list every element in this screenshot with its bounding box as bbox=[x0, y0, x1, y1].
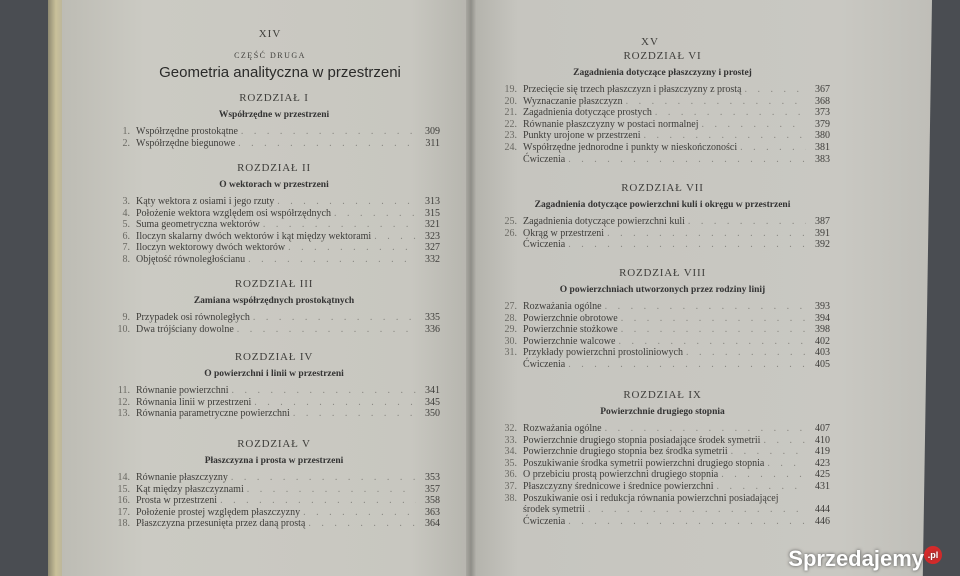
chapter-block bbox=[495, 389, 830, 527]
entry-number: 10. bbox=[117, 323, 130, 335]
dot-leader bbox=[290, 408, 416, 420]
entry-number: 17. bbox=[117, 506, 130, 518]
entry-number: 21. bbox=[504, 107, 517, 119]
entry-number: 18. bbox=[117, 518, 130, 530]
entry-title: Powierzchnie drugiego stopnia posiadające środek symetrii bbox=[523, 434, 761, 446]
dot-leader bbox=[604, 228, 806, 240]
entry-page: 364 bbox=[425, 518, 440, 530]
entry-page: 323 bbox=[425, 230, 440, 242]
chapter-heading: ROZDZIAŁ VI bbox=[623, 50, 702, 62]
entry-number: 29. bbox=[504, 324, 517, 336]
entry-number: 5. bbox=[122, 219, 130, 231]
chapter-heading: ROZDZIAŁ II bbox=[237, 162, 311, 174]
entry-page: 446 bbox=[815, 515, 830, 527]
entry-title: Położenie prostej względem płaszczyzny bbox=[136, 506, 301, 518]
entry-number: 28. bbox=[504, 312, 517, 324]
entry-number: 9. bbox=[122, 312, 130, 323]
entry-number: 30. bbox=[504, 335, 517, 347]
chapter-subtitle: Zamiana współrzędnych prostokątnych bbox=[193, 296, 355, 306]
chapter-block bbox=[108, 162, 440, 266]
chapter-subtitle: O wektorach w przestrzeni bbox=[219, 180, 329, 190]
entry-page: 431 bbox=[815, 480, 830, 492]
toc-entry bbox=[108, 312, 440, 324]
dot-leader bbox=[235, 138, 416, 150]
toc-entry bbox=[108, 507, 440, 519]
entry-number bbox=[495, 516, 523, 528]
dot-leader bbox=[228, 472, 416, 484]
toc-entry bbox=[495, 96, 830, 108]
entry-number: 34. bbox=[504, 446, 517, 458]
entry-number: 1. bbox=[122, 126, 130, 137]
entry-number: 4. bbox=[122, 207, 130, 219]
dot-leader bbox=[640, 130, 806, 142]
part-label: CZĘŚĆ DRUGA bbox=[234, 51, 306, 60]
entry-page: 391 bbox=[815, 227, 830, 239]
entry-page: 335 bbox=[425, 312, 440, 323]
entry-number bbox=[495, 359, 523, 371]
toc-entry bbox=[495, 435, 830, 447]
dot-leader bbox=[565, 239, 806, 251]
chapter-subtitle: Powierzchnie drugiego stopnia bbox=[600, 407, 725, 417]
entry-title: Rozważania ogólne bbox=[523, 423, 602, 434]
watermark-text: Sprzedajemy bbox=[788, 546, 924, 571]
entry-title: Równanie płaszczyzny w postaci normalnej bbox=[523, 118, 699, 130]
toc-entry bbox=[495, 458, 830, 470]
toc-entry bbox=[495, 142, 830, 154]
entry-page: 379 bbox=[815, 118, 830, 130]
entry-page: 350 bbox=[425, 408, 440, 420]
entry-page: 336 bbox=[425, 323, 440, 335]
entry-title: Punkty urojone w przestrzeni bbox=[523, 130, 641, 142]
chapter-heading: ROZDZIAŁ IV bbox=[234, 351, 314, 363]
entry-number: 13. bbox=[117, 408, 130, 420]
entry-title: Równanie płaszczyzny bbox=[136, 472, 228, 483]
entry-number: 8. bbox=[122, 253, 130, 265]
entry-title: Równania parametryczne powierzchni bbox=[136, 408, 290, 420]
chapter-subtitle: O powierzchniach utworzonych przez rodziny linij bbox=[559, 285, 766, 295]
entry-title: Objętość równoległościanu bbox=[136, 253, 246, 265]
entry-number: 12. bbox=[117, 396, 130, 408]
toc-entry bbox=[108, 196, 440, 208]
entry-title: Prosta w przestrzeni bbox=[136, 495, 218, 507]
dot-leader bbox=[300, 507, 416, 519]
entry-page: 410 bbox=[815, 434, 830, 446]
chapter-heading: ROZDZIAŁ VII bbox=[621, 182, 704, 194]
toc-entry bbox=[495, 336, 830, 348]
entry-title: Przypadek osi równoległych bbox=[136, 312, 250, 323]
entry-number: 32. bbox=[504, 423, 517, 434]
entry-number: 6. bbox=[122, 230, 130, 242]
entry-title: Ćwiczenia bbox=[523, 153, 566, 165]
toc-entry bbox=[495, 359, 830, 371]
watermark-logo bbox=[788, 546, 942, 572]
chapter-block bbox=[108, 278, 440, 335]
entry-title: Dwa trójściany dowolne bbox=[136, 323, 234, 335]
entry-number: 37. bbox=[504, 480, 517, 492]
entry-page: 313 bbox=[425, 196, 440, 207]
entry-number: 16. bbox=[117, 495, 130, 507]
entry-page: 358 bbox=[425, 495, 440, 507]
toc-entry bbox=[108, 219, 440, 231]
chapter-subtitle: Zagadnienia dotyczące płaszczyzny i prostej bbox=[573, 68, 752, 78]
entry-title: Współrzędne jednorodne i punkty w nieskończoności bbox=[523, 141, 738, 153]
toc-entry bbox=[495, 107, 830, 119]
entry-page: 341 bbox=[425, 385, 440, 396]
chapter-block bbox=[108, 438, 440, 530]
entry-title: Położenie wektora względem osi współrzędnych bbox=[136, 207, 331, 219]
dot-leader bbox=[585, 504, 806, 516]
entry-title: Powierzchnie drugiego stopnia bez środka symetrii bbox=[523, 446, 728, 458]
entry-page: 367 bbox=[815, 84, 830, 95]
chapter-block bbox=[495, 50, 830, 165]
dot-leader bbox=[618, 313, 806, 325]
toc-entry bbox=[108, 208, 440, 220]
entry-page: 321 bbox=[425, 219, 440, 231]
entry-page: 405 bbox=[815, 358, 830, 370]
entry-number: 22. bbox=[504, 118, 517, 130]
entry-title: Przecięcie się trzech płaszczyzn i płaszczyzny z prostą bbox=[523, 84, 742, 95]
entry-number: 11. bbox=[117, 385, 130, 396]
chapter-subtitle: O powierzchni i linii w przestrzeni bbox=[204, 369, 344, 379]
entry-title: Iloczyn wektorowy dwóch wektorów bbox=[136, 242, 286, 254]
entry-page: 387 bbox=[815, 216, 830, 227]
toc-entry bbox=[108, 484, 440, 496]
toc-entry bbox=[495, 84, 830, 96]
entry-page: 394 bbox=[815, 312, 830, 324]
entry-page: 419 bbox=[815, 446, 830, 458]
dot-leader bbox=[760, 435, 806, 447]
entry-page: 407 bbox=[815, 423, 830, 434]
entry-number: 20. bbox=[504, 95, 517, 107]
dot-leader bbox=[251, 397, 416, 409]
toc-entry bbox=[495, 119, 830, 131]
dot-leader bbox=[285, 242, 416, 254]
entry-title: Równanie powierzchni bbox=[136, 385, 229, 396]
entry-number: 19. bbox=[504, 84, 517, 95]
entry-number: 38. bbox=[504, 492, 517, 504]
entry-page: 444 bbox=[815, 504, 830, 516]
dot-leader bbox=[742, 84, 807, 96]
entry-title: Równania linii w przestrzeni bbox=[136, 396, 252, 408]
toc-entry bbox=[495, 130, 830, 142]
dot-leader bbox=[234, 324, 416, 336]
toc-entry bbox=[495, 446, 830, 458]
dot-leader bbox=[565, 359, 806, 371]
entry-title: Przykłady powierzchni prostoliniowych bbox=[523, 347, 683, 359]
toc-entry bbox=[495, 301, 830, 313]
entry-title: Płaszczyzny średnicowe i średnice powierzchni bbox=[523, 480, 714, 492]
entry-number: 27. bbox=[504, 301, 517, 312]
toc-entry bbox=[495, 216, 830, 228]
chapter-heading: ROZDZIAŁ IX bbox=[623, 389, 702, 401]
entry-title: Ćwiczenia bbox=[523, 515, 566, 527]
chapter-block bbox=[108, 92, 440, 149]
entry-page: 373 bbox=[815, 107, 830, 119]
toc-entry bbox=[108, 385, 440, 397]
toc-entry bbox=[108, 495, 440, 507]
entry-page: 380 bbox=[815, 130, 830, 142]
toc-entry bbox=[495, 154, 830, 166]
entry-page: 381 bbox=[815, 141, 830, 153]
entry-page: 315 bbox=[425, 207, 440, 219]
dot-leader bbox=[602, 301, 806, 313]
dot-leader bbox=[737, 142, 806, 154]
entry-number: 23. bbox=[504, 130, 517, 142]
watermark-suffix: .pl bbox=[924, 546, 942, 564]
entry-title: Poszukiwanie środka symetrii powierzchni drugiego stopnia bbox=[523, 457, 765, 469]
entry-title: Kąty wektora z osiami i jego rzuty bbox=[136, 196, 275, 207]
toc-entry bbox=[495, 324, 830, 336]
entry-number: 3. bbox=[122, 196, 130, 207]
dot-leader bbox=[331, 208, 416, 220]
section-title: Geometria analityczna w przestrzeni bbox=[159, 64, 401, 81]
entry-page: 368 bbox=[815, 95, 830, 107]
dot-leader bbox=[228, 385, 416, 397]
entry-page: 357 bbox=[425, 483, 440, 495]
entry-page: 392 bbox=[815, 239, 830, 251]
dot-leader bbox=[683, 347, 806, 359]
toc-entry bbox=[495, 228, 830, 240]
entry-title: Powierzchnie stożkowe bbox=[523, 324, 618, 336]
toc-entry bbox=[495, 481, 830, 493]
entry-page: 402 bbox=[815, 335, 830, 347]
dot-leader bbox=[238, 126, 416, 138]
entry-number: 33. bbox=[504, 434, 517, 446]
dot-leader bbox=[244, 484, 416, 496]
toc-entry bbox=[108, 242, 440, 254]
dot-leader bbox=[764, 458, 806, 470]
chapter-heading: ROZDZIAŁ I bbox=[239, 92, 309, 104]
toc-entry bbox=[495, 469, 830, 481]
entry-title: Ćwiczenia bbox=[523, 239, 566, 251]
entry-title: Powierzchnie obrotowe bbox=[523, 312, 618, 324]
entry-page: 353 bbox=[425, 472, 440, 483]
entry-page: 398 bbox=[815, 324, 830, 336]
entry-title: Poszukiwanie osi i redukcja równania powierzchni posiadającej bbox=[523, 492, 779, 504]
toc-entry bbox=[108, 397, 440, 409]
entry-number bbox=[495, 239, 523, 251]
entry-page: 345 bbox=[425, 396, 440, 408]
dot-leader bbox=[274, 196, 416, 208]
dot-leader bbox=[652, 107, 806, 119]
chapter-heading: ROZDZIAŁ V bbox=[237, 438, 311, 450]
chapter-subtitle: Współrzędne w przestrzeni bbox=[218, 110, 330, 120]
toc-entry bbox=[108, 126, 440, 138]
entry-title: Suma geometryczna wektorów bbox=[136, 219, 260, 231]
toc-entry bbox=[108, 518, 440, 530]
dot-leader bbox=[685, 216, 806, 228]
entry-number: 24. bbox=[504, 141, 517, 153]
entry-title: Płaszczyzna przesunięta przez daną prostą bbox=[136, 518, 306, 530]
entry-title: Współrzędne prostokątne bbox=[136, 126, 238, 137]
dot-leader bbox=[260, 219, 416, 231]
entry-page: 423 bbox=[815, 457, 830, 469]
entry-title: Zagadnienia dotyczące powierzchni kuli bbox=[523, 216, 685, 227]
entry-page: 311 bbox=[425, 137, 440, 149]
entry-number: 36. bbox=[504, 469, 517, 481]
dot-leader bbox=[618, 324, 806, 336]
dot-leader bbox=[565, 516, 806, 528]
entry-page: 363 bbox=[425, 506, 440, 518]
entry-title: O przebiciu prostą powierzchni drugiego stopnia bbox=[523, 469, 719, 481]
chapter-heading: ROZDZIAŁ III bbox=[234, 278, 314, 290]
entry-title: Współrzędne biegunowe bbox=[136, 137, 236, 149]
entry-number: 7. bbox=[122, 242, 130, 254]
entry-number: 31. bbox=[504, 347, 517, 359]
entry-page: 383 bbox=[815, 153, 830, 165]
toc-entry bbox=[108, 324, 440, 336]
dot-leader bbox=[565, 154, 806, 166]
entry-title: Zagadnienia dotyczące prostych bbox=[523, 107, 652, 119]
entry-title: Ćwiczenia bbox=[523, 358, 566, 370]
chapter-subtitle: Płaszczyzna i prosta w przestrzeni bbox=[204, 456, 344, 466]
entry-page: 309 bbox=[425, 126, 440, 137]
entry-title: Kąt między płaszczyznami bbox=[136, 483, 244, 495]
entry-page: 425 bbox=[815, 469, 830, 481]
toc-entry bbox=[495, 504, 830, 516]
entry-number: 14. bbox=[117, 472, 130, 483]
entry-title: Powierzchnie walcowe bbox=[523, 335, 616, 347]
toc-entry bbox=[495, 493, 830, 505]
entry-title: Okrąg w przestrzeni bbox=[523, 227, 605, 239]
chapter-heading: ROZDZIAŁ VIII bbox=[619, 267, 706, 279]
entry-number: 35. bbox=[504, 457, 517, 469]
toc-entry bbox=[108, 472, 440, 484]
entry-page: 393 bbox=[815, 301, 830, 312]
book-spine bbox=[466, 0, 476, 576]
entry-page: 327 bbox=[425, 242, 440, 254]
toc-entry bbox=[108, 254, 440, 266]
entry-number: 25. bbox=[504, 216, 517, 227]
entry-number bbox=[495, 504, 523, 516]
chapter-block bbox=[495, 182, 830, 251]
toc-entry bbox=[495, 313, 830, 325]
page-number: XV bbox=[641, 36, 659, 48]
dot-leader bbox=[217, 495, 416, 507]
dot-leader bbox=[728, 446, 806, 458]
dot-leader bbox=[371, 231, 416, 243]
chapter-block bbox=[108, 351, 440, 420]
entry-number bbox=[495, 154, 523, 166]
entry-title: Wyznaczanie płaszczyzn bbox=[523, 95, 623, 107]
entry-number: 2. bbox=[122, 137, 130, 149]
toc-entry bbox=[495, 239, 830, 251]
entry-title: Iloczyn skalarny dwóch wektorów i kąt między wektorami bbox=[136, 230, 372, 242]
dot-leader bbox=[305, 518, 416, 530]
entry-title: środek symetrii bbox=[523, 504, 585, 516]
entry-page: 403 bbox=[815, 347, 830, 359]
toc-entry bbox=[495, 347, 830, 359]
toc-entry bbox=[108, 408, 440, 420]
dot-leader bbox=[718, 469, 806, 481]
entry-number: 26. bbox=[504, 227, 517, 239]
toc-entry bbox=[495, 516, 830, 528]
chapter-block bbox=[495, 267, 830, 371]
dot-leader bbox=[623, 96, 806, 108]
dot-leader bbox=[250, 312, 416, 324]
toc-entry bbox=[108, 231, 440, 243]
dot-leader bbox=[713, 481, 806, 493]
entry-page: 332 bbox=[425, 253, 440, 265]
dot-leader bbox=[245, 254, 416, 266]
toc-entry bbox=[495, 423, 830, 435]
dot-leader bbox=[699, 119, 807, 131]
entry-title: Rozważania ogólne bbox=[523, 301, 602, 312]
page-number: XIV bbox=[258, 28, 282, 40]
toc-entry bbox=[108, 138, 440, 150]
chapter-subtitle: Zagadnienia dotyczące powierzchni kuli i okręgu w przestrzeni bbox=[534, 200, 791, 210]
entry-number: 15. bbox=[117, 483, 130, 495]
dot-leader bbox=[615, 336, 806, 348]
dot-leader bbox=[602, 423, 806, 435]
